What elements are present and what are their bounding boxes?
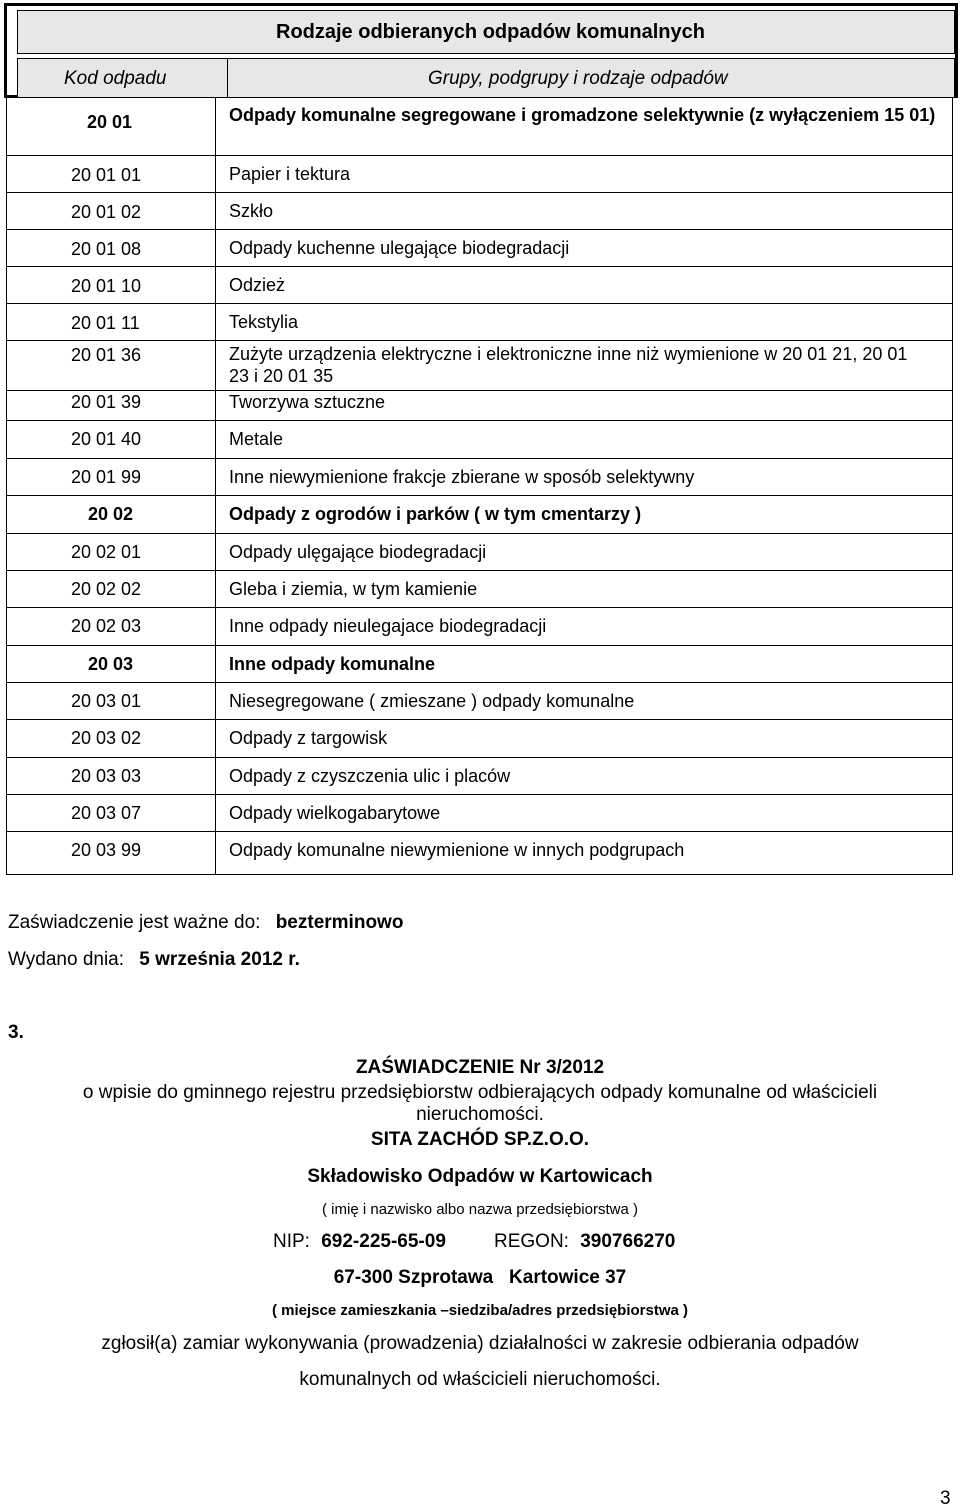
certificate-line-1: o wpisie do gminnego rejestru przedsiębiorstw odbierających odpady komunalne od właścicieli — [82, 1082, 878, 1103]
table-row — [7, 98, 952, 156]
name-caption: ( imię i nazwisko albo nazwa przedsiębiorstwa ) — [322, 1201, 638, 1218]
company-branch: Składowisko Odpadów w Kartowicach — [307, 1166, 653, 1187]
waste-description: Papier i tektura — [229, 164, 351, 184]
table-row — [7, 304, 952, 341]
waste-description: Niesegregowane ( zmieszane ) odpady komunalne — [229, 691, 635, 711]
table-row — [7, 391, 952, 421]
waste-description: Odpady z ogrodów i parków ( w tym cmentarzy ) — [229, 504, 642, 524]
table-row — [7, 534, 952, 571]
company-name: SITA ZACHÓD SP.Z.O.O. — [370, 1129, 590, 1150]
validity-label: Zaświadczenie jest ważne do: — [8, 912, 261, 933]
waste-description: Odpady wielkogabarytowe — [229, 803, 441, 823]
waste-description: Odpady komunalne niewymienione w innych podgrupach — [229, 840, 685, 860]
waste-code: 20 03 99 — [71, 840, 142, 860]
regon-label: REGON: — [494, 1231, 569, 1252]
issued-date: 5 września 2012 r. — [139, 949, 300, 970]
table-row — [7, 683, 952, 720]
table-row — [7, 608, 952, 646]
waste-description: Inne odpady nieulegajace biodegradacji — [229, 616, 547, 636]
company-address: 67-300 Szprotawa Kartowice 37 — [333, 1267, 627, 1288]
waste-description: Odpady z czyszczenia ulic i placów — [229, 766, 511, 786]
column-separator — [227, 58, 228, 98]
regon-value: 390766270 — [580, 1231, 676, 1252]
column-header-code: Kod odpadu — [64, 68, 167, 89]
waste-description: Tworzywa sztuczne — [229, 392, 386, 412]
nip-line — [273, 1231, 446, 1253]
table-row — [7, 795, 952, 832]
waste-code: 20 01 36 — [71, 345, 142, 365]
waste-code: 20 02 02 — [71, 579, 142, 599]
nip-value: 692-225-65-09 — [321, 1231, 446, 1252]
waste-description: Inne niewymienione frakcje zbierane w sposób selektywny — [229, 467, 695, 487]
waste-description: Szkło — [229, 201, 274, 221]
waste-code: 20 01 99 — [71, 467, 142, 487]
waste-code: 20 01 11 — [71, 313, 140, 333]
table-row — [7, 496, 952, 534]
table-header — [4, 3, 958, 98]
certificate-line-2: nieruchomości. — [416, 1104, 544, 1125]
nip-label: NIP: — [273, 1231, 310, 1252]
table-row — [7, 758, 952, 795]
waste-code: 20 02 03 — [71, 616, 142, 636]
validity-line — [8, 912, 403, 934]
waste-description: Zużyte urządzenia elektryczne i elektroniczne inne niż wymienione w 20 01 21, 20 01 23 i 20 01 35 — [229, 344, 908, 386]
table-row — [7, 341, 952, 391]
column-header-description: Grupy, podgrupy i rodzaje odpadów — [428, 68, 728, 89]
notice-line-2: komunalnych od właścicieli nieruchomości. — [299, 1369, 661, 1390]
column-header-row — [17, 58, 955, 98]
waste-code: 20 01 10 — [71, 276, 142, 296]
waste-description: Odpady ulęgające biodegradacji — [229, 542, 487, 562]
waste-description: Tekstylia — [229, 312, 299, 332]
validity-value: bezterminowo — [275, 912, 404, 933]
page-number: 3 — [940, 1488, 951, 1509]
table-title-cell — [17, 10, 955, 54]
waste-code: 20 01 08 — [71, 239, 142, 259]
waste-description: Metale — [229, 429, 284, 449]
waste-code: 20 03 07 — [71, 803, 142, 823]
waste-description: Odpady z targowisk — [229, 728, 388, 748]
waste-code: 20 02 — [88, 504, 134, 524]
waste-code: 20 03 — [88, 654, 134, 674]
waste-code: 20 01 — [87, 112, 133, 132]
table-row — [7, 646, 952, 683]
regon-line — [494, 1231, 675, 1253]
waste-code: 20 01 02 — [71, 202, 142, 222]
waste-description: Inne odpady komunalne — [229, 654, 436, 674]
table-row — [7, 720, 952, 758]
table-row — [7, 459, 952, 496]
issued-line — [8, 949, 300, 971]
table-row — [7, 267, 952, 304]
table-row — [7, 156, 952, 193]
waste-description: Gleba i ziemia, w tym kamienie — [229, 579, 478, 599]
waste-code: 20 01 40 — [71, 429, 142, 449]
waste-codes-table — [6, 98, 953, 875]
issued-label: Wydano dnia: — [8, 949, 125, 970]
table-row — [7, 832, 952, 874]
table-title: Rodzaje odbieranych odpadów komunalnych — [276, 21, 705, 43]
address-caption: ( miejsce zamieszkania –siedziba/adres przedsiębiorstwa ) — [271, 1302, 688, 1319]
section-number: 3. — [8, 1022, 24, 1043]
table-row — [7, 421, 952, 459]
notice-line-1: zgłosił(a) zamiar wykonywania (prowadzenia) działalności w zakresie odbierania odpadów — [101, 1333, 859, 1354]
waste-code: 20 01 01 — [71, 165, 142, 185]
waste-code: 20 01 39 — [71, 392, 142, 412]
waste-code: 20 03 02 — [71, 728, 142, 748]
table-row — [7, 193, 952, 230]
waste-code: 20 02 01 — [71, 542, 142, 562]
waste-description: Odpady komunalne segregowane i gromadzone selektywnie (z wyłączeniem 15 01) — [229, 105, 936, 125]
waste-code: 20 03 01 — [71, 691, 142, 711]
table-row — [7, 230, 952, 267]
waste-description: Odzież — [229, 275, 286, 295]
waste-code: 20 03 03 — [71, 766, 142, 786]
table-row — [7, 571, 952, 608]
certificate-title: ZAŚWIADCZENIE Nr 3/2012 — [355, 1057, 605, 1078]
waste-description: Odpady kuchenne ulegające biodegradacji — [229, 238, 570, 258]
